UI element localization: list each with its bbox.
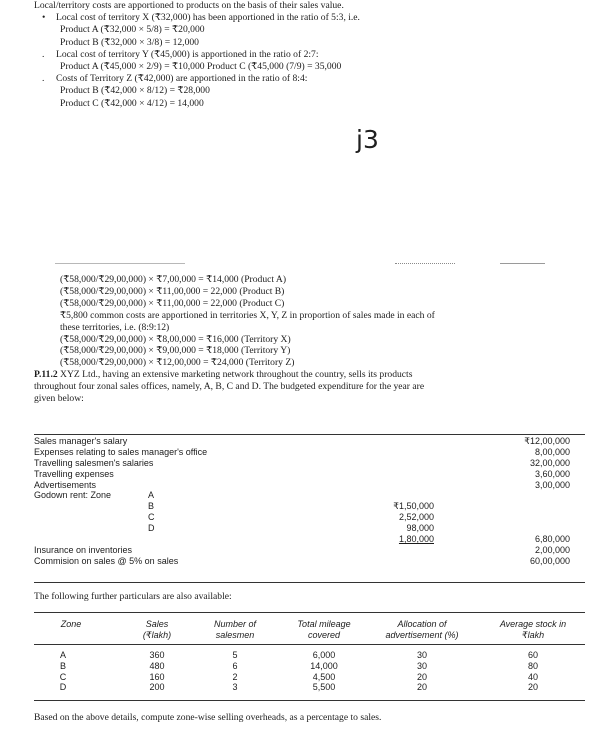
table-row: 1,80,000 6,80,000	[398, 534, 570, 545]
mid-solution-text	[34, 274, 594, 405]
text-line: (₹58,000/₹29,00,000) × ₹11,00,000 = 22,000 (Product C)	[60, 297, 285, 309]
header-mileage: Total mileage covered	[297, 619, 351, 640]
text-line: ₹5,800 common costs are apportioned in territories X, Y, Z in proportion of sales made in each of	[60, 309, 435, 321]
table-row: Expenses relating to sales manager's office 8,00,000	[34, 446, 570, 457]
cropped-line-fragment	[500, 252, 545, 264]
bullet-mark: .	[42, 73, 45, 85]
table-row: Commision on sales @ 5% on sales 60,00,000	[34, 555, 570, 566]
text-line: Product C (₹42,000 × 4/12) = 14,000	[60, 97, 204, 109]
text-line: . Local cost of territory Y (₹45,000) is apportioned in the ratio of 2:7:	[42, 48, 319, 60]
zone-table-top-rule	[34, 612, 585, 613]
zone-table	[34, 615, 585, 693]
problem-number: P.11.2	[34, 369, 58, 381]
text-line: (₹58,000/₹29,00,000) × ₹11,00,000 = 22,000 (Product B)	[60, 285, 285, 297]
text-line: Product B (₹32,000 × 3/8) = 12,000	[60, 36, 199, 48]
text-line: (₹58,000/₹29,00,000) × ₹9,00,000 = ₹18,000 (Territory Y)	[60, 345, 291, 357]
text-line: . Costs of Territory Z (₹42,000) are apportioned in the ratio of 8:4:	[42, 73, 308, 85]
header-stock: Average stock in ₹lakh	[499, 619, 567, 640]
table-row: C 160 2 4,500 20 40	[59, 671, 538, 682]
bullet-mark: •	[42, 12, 46, 24]
table-row: Sales manager's salary ₹12,00,000	[34, 436, 570, 446]
further-particulars-text: The following further particulars are also available:	[34, 591, 232, 602]
handwritten-note: j3	[356, 125, 379, 154]
table-row: D 98,000	[148, 523, 434, 534]
header-sales: Sales (₹lakh)	[142, 619, 172, 640]
table-row: Godown rent: Zone A	[34, 490, 155, 501]
table-row: A 360 5 6,000 30 60	[59, 650, 538, 660]
zone-table-body	[34, 645, 585, 693]
text-line: (₹58,000/₹29,00,000) × ₹8,00,000 = ₹16,000 (Territory X)	[60, 333, 291, 345]
table-bottom-rule	[34, 582, 585, 583]
question-text: Based on the above details, compute zone-wise selling overheads, as a percentage to sales.	[34, 712, 382, 723]
cropped-line-fragment	[395, 252, 455, 264]
top-solution-text	[34, 0, 594, 110]
table-row: Insurance on inventories 2,00,000	[34, 544, 570, 555]
text-line: Local/territory costs are apportioned to products on the basis of their sales value.	[34, 0, 344, 11]
text-line: (₹58,000/₹29,00,000) × ₹7,00,000 = ₹14,000 (Product A)	[60, 274, 287, 285]
cropped-line-fragment	[55, 252, 185, 264]
table-row: Travelling expenses 3,60,000	[34, 468, 570, 479]
zone-table-bottom-rule	[34, 700, 585, 701]
expenditure-table	[34, 436, 582, 567]
table-row: C 2,52,000	[148, 512, 434, 523]
table-row: D 200 3 5,500 20 20	[59, 682, 538, 693]
zone-table-header	[34, 615, 585, 645]
table-row: B ₹1,50,000	[148, 501, 434, 512]
table-row: Travelling salesmen's salaries 32,00,000	[34, 457, 570, 468]
bullet-mark: .	[42, 48, 45, 60]
problem-statement: P.11.2 XYZ Ltd., having an extensive marketing network throughout the country, sells its products throughout four zonal sales offices, namely, A, B, C and D. The budgeted expenditure for the year are given below:	[34, 369, 425, 405]
text-line: • Local cost of territory X (₹32,000) has been apportioned in the ratio of 5:3, i.e.	[42, 12, 360, 24]
table-row: Advertisements 3,00,000	[34, 479, 570, 490]
table-row: B 480 6 14,000 30 80	[59, 660, 538, 671]
text-line: Product B (₹42,000 × 8/12) = ₹28,000	[60, 85, 210, 97]
header-zone: Zone	[60, 619, 82, 629]
text-line: Product A (₹45,000 × 2/9) = ₹10,000 Product C (₹45,000 (7/9) = 35,000	[60, 61, 342, 73]
text-line: Product A (₹32,000 × 5/8) = ₹20,000	[60, 24, 205, 36]
table-top-rule	[34, 434, 585, 435]
header-salesmen: Number of salesmen	[213, 619, 257, 640]
text-line: (₹58,000/₹29,00,000) × ₹12,00,000 = ₹24,000 (Territory Z)	[60, 357, 295, 369]
text-line: these territories, i.e. (8:9:12)	[60, 321, 170, 333]
header-allocation: Allocation of advertisement (%)	[385, 619, 459, 640]
